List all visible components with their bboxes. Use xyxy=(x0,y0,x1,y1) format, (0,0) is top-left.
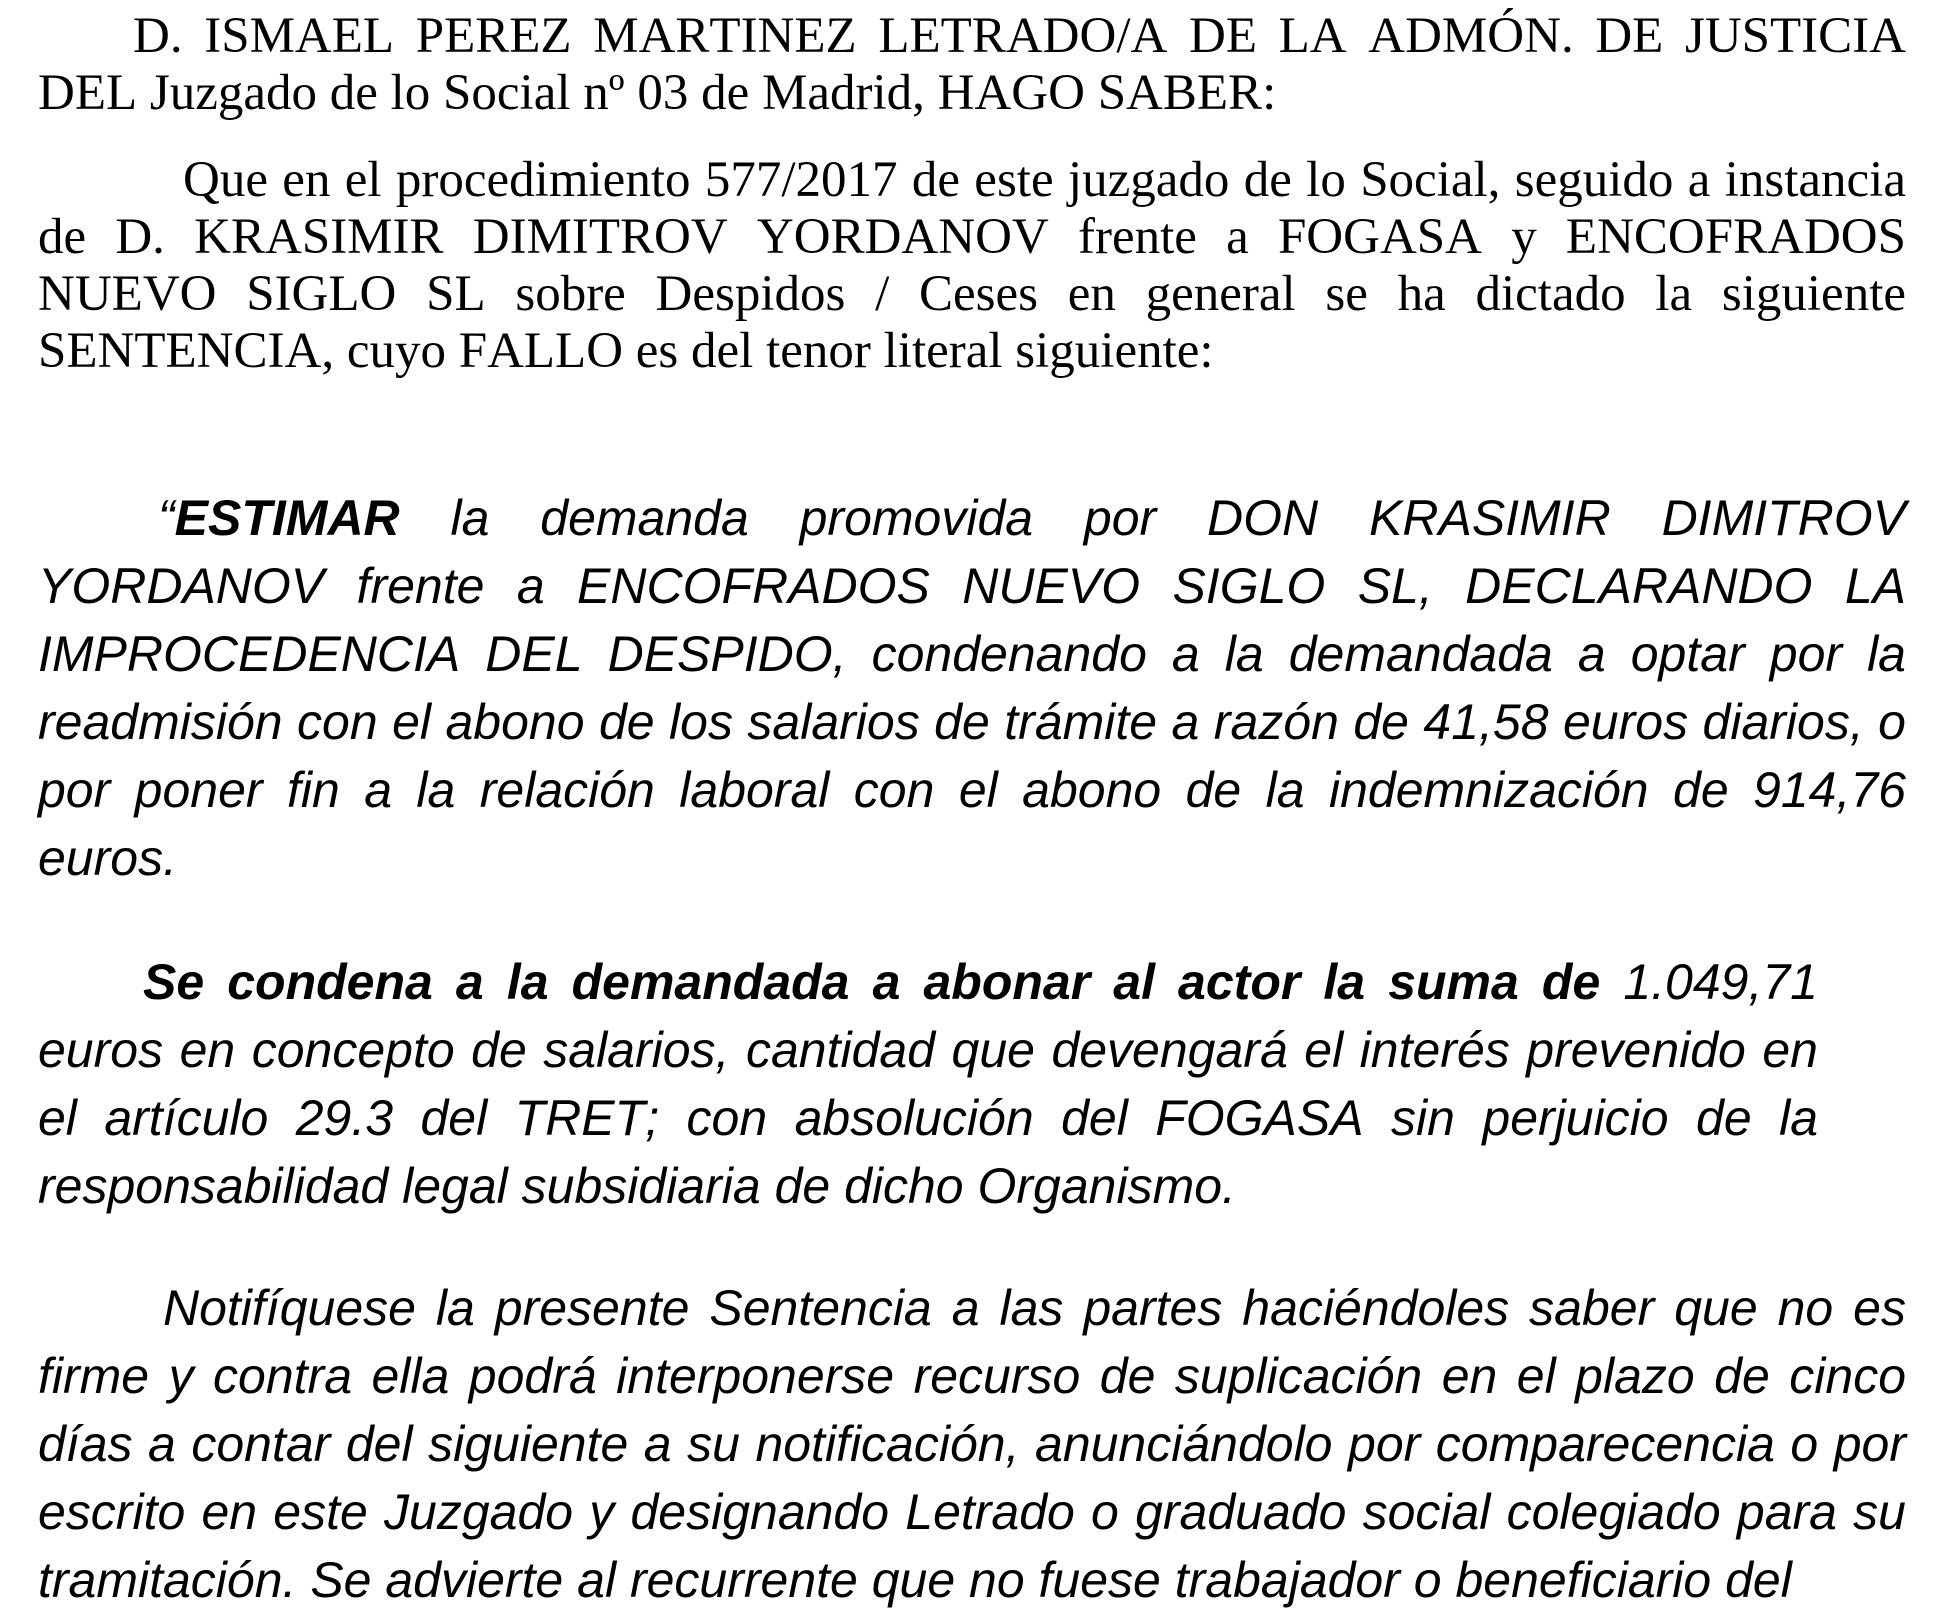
fallo-quote-paragraph xyxy=(38,484,1906,892)
condena-paragraph xyxy=(38,948,1818,1220)
condena-emphasis: Se condena a la demandada a abonar al actor la suma de xyxy=(143,954,1601,1010)
open-quote: “ xyxy=(158,490,175,546)
header-paragraph: D. ISMAEL PEREZ MARTINEZ LETRADO/A DE LA ADMÓN. DE JUSTICIA DEL Juzgado de lo Social nº 03 de Madrid, HAGO SABER: xyxy=(38,8,1906,121)
fallo-body-text: la demanda promovida por DON KRASIMIR DIMITROV YORDANOV frente a ENCOFRADOS NUEVO SIGLO SL, DECLARANDO LA IMPROCEDENCIA DEL DESPIDO, condenando a la demandada a optar por la readmisión con el abono de los salarios de trámite a razón de 41,58 euros diarios, o por poner fin a la relación laboral con el abono de la indemnización de 914,76 euros. xyxy=(38,490,1906,886)
condena-body-text: 1.049,71 euros en concepto de salarios, cantidad que devengará el interés prevenido en el artículo 29.3 del TRET; con absolución del FOGASA sin perjuicio de la responsabilidad legal subsidiaria de dicho Organismo. xyxy=(38,954,1818,1214)
fallo-emphasis-estimar: ESTIMAR xyxy=(174,490,400,546)
notification-paragraph: Notifíquese la presente Sentencia a las partes haciéndoles saber que no es firme y contra ella podrá interponerse recurso de suplicación en el plazo de cinco días a contar del siguiente a su notificación, anunciándolo por comparecencia o por escrito en este Juzgado y designando Letrado o graduado social colegiado para su tramitación. Se advierte al recurrente que no fuese trabajador o beneficiario del xyxy=(38,1280,1906,1608)
procedure-paragraph: Que en el procedimiento 577/2017 de este juzgado de lo Social, seguido a instancia de D. KRASIMIR DIMITROV YORDANOV frente a FOGASA y ENCOFRADOS NUEVO SIGLO SL sobre Despidos / Ceses en general se ha dictado la siguiente SENTENCIA, cuyo FALLO es del tenor literal siguiente: xyxy=(38,152,1906,379)
